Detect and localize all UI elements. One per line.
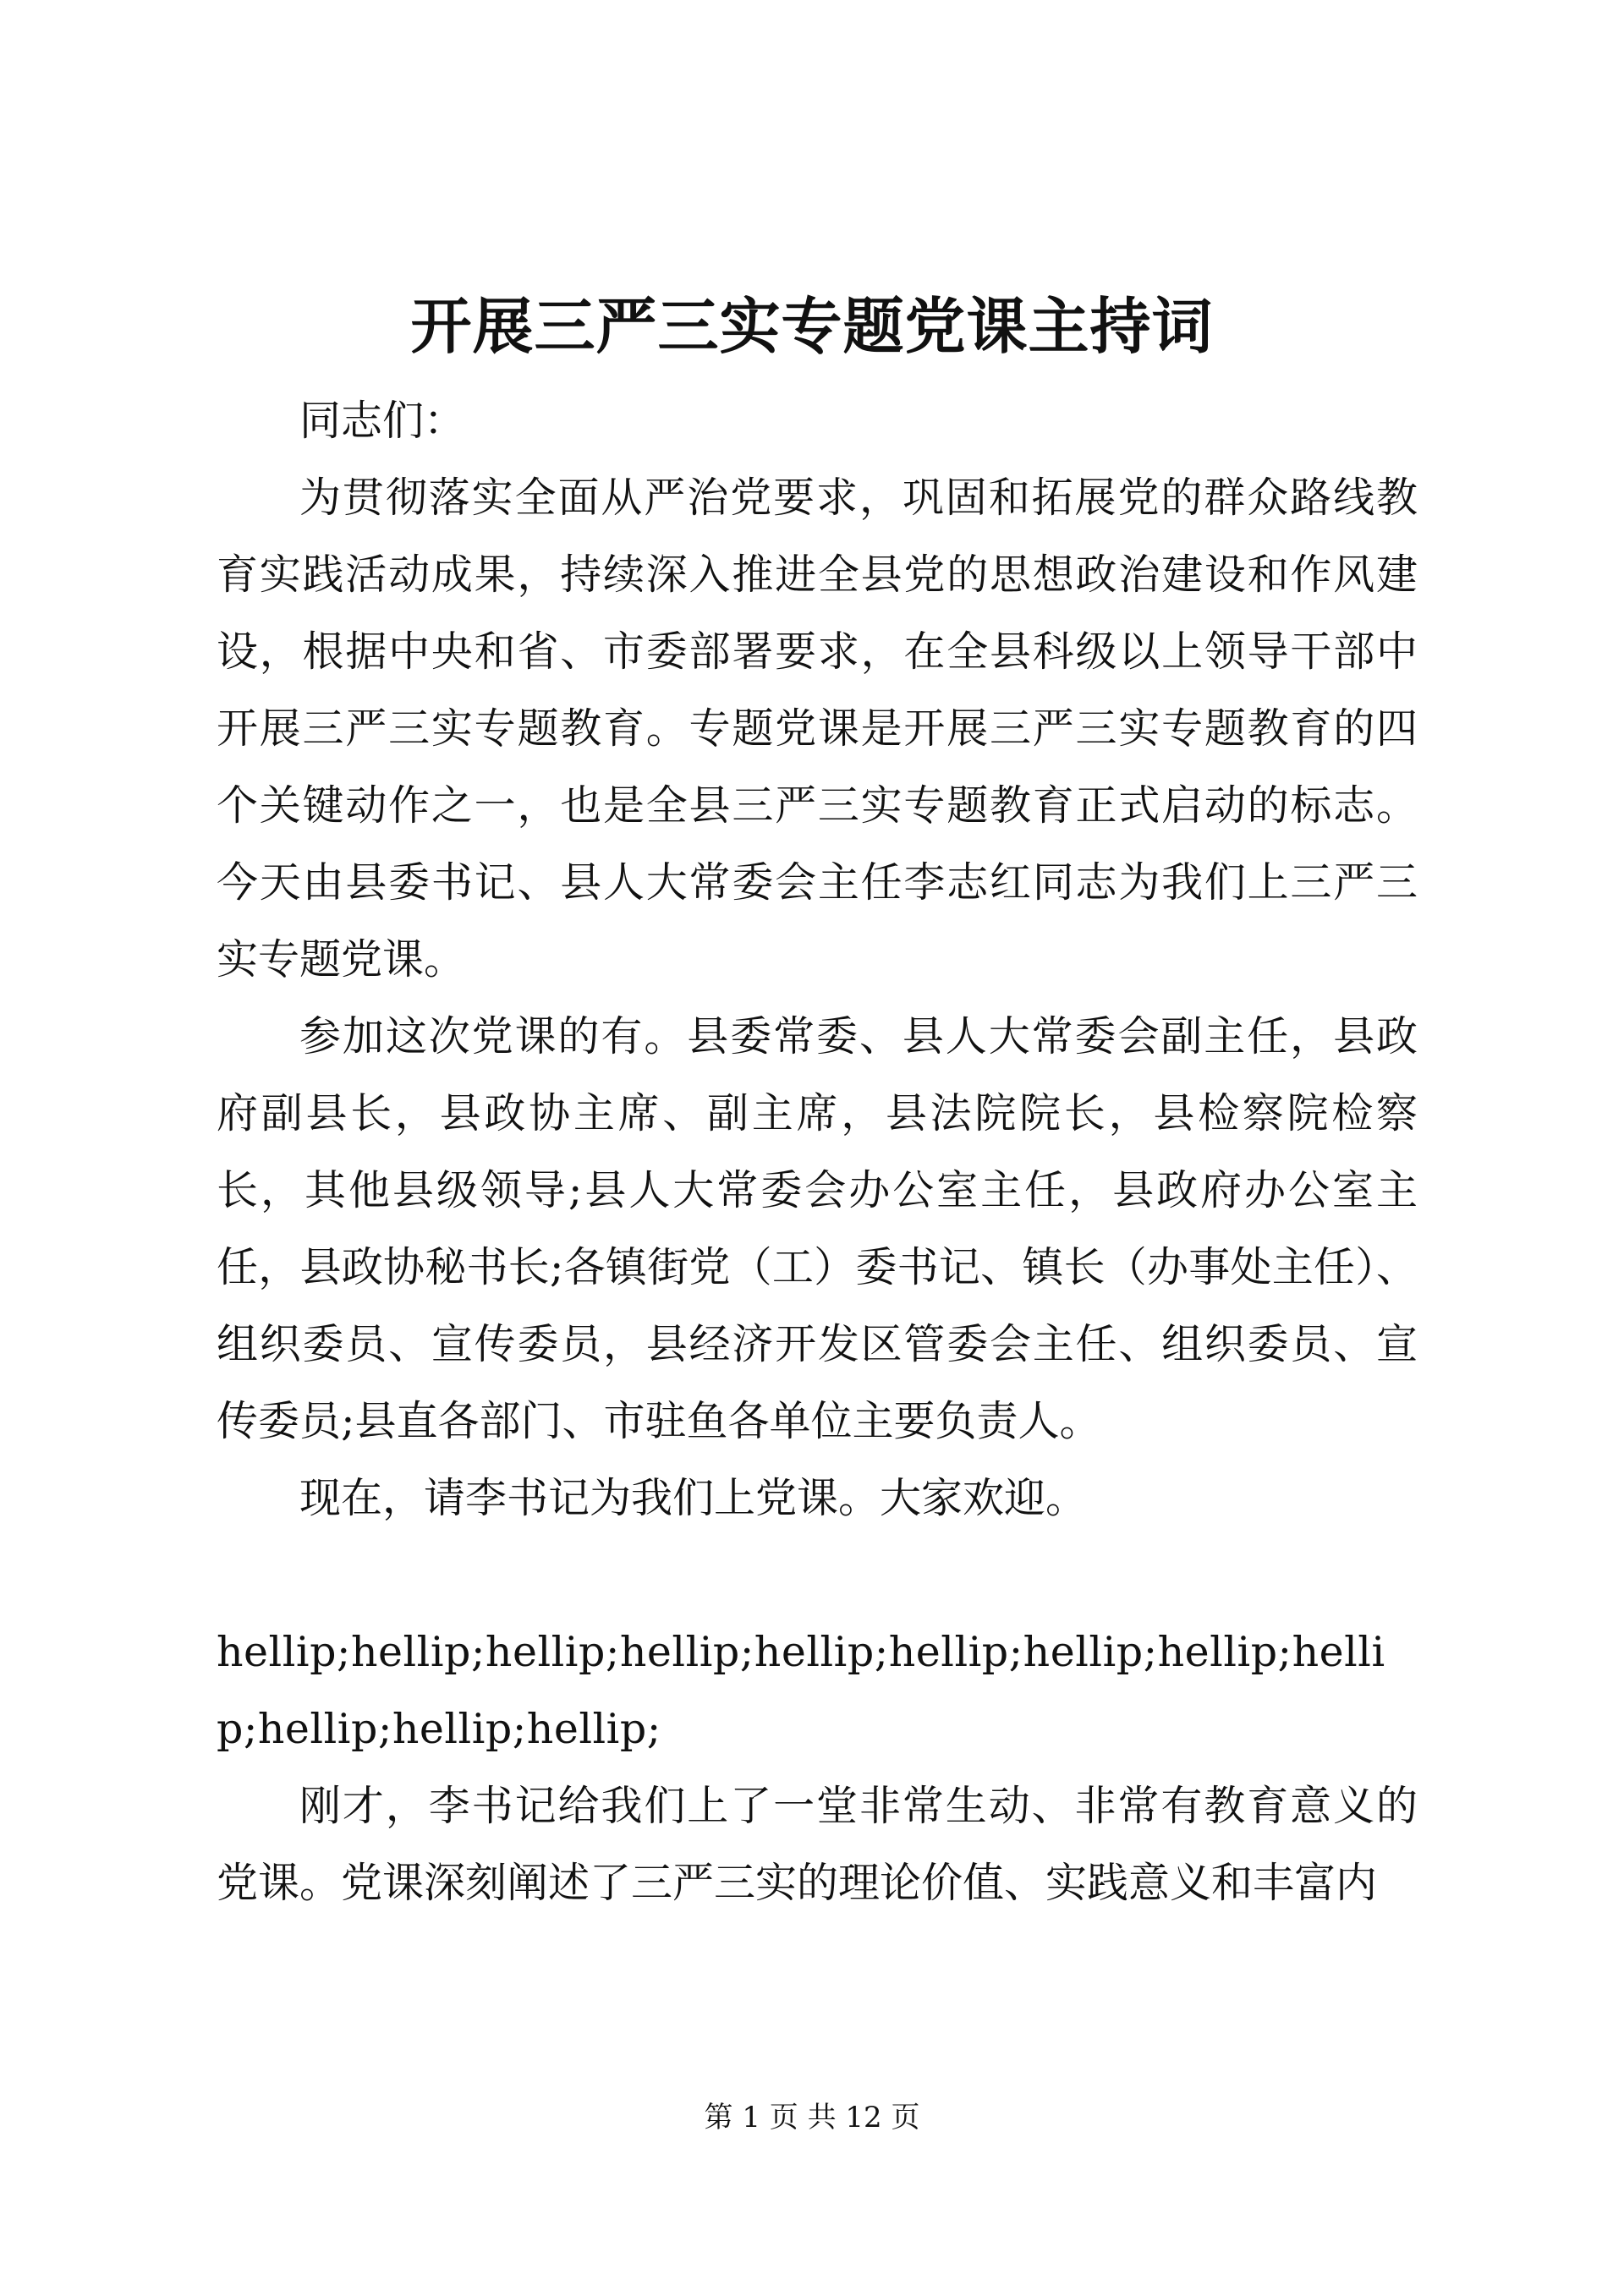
salutation: 同志们： xyxy=(299,397,466,445)
paragraph-attendees: 参加这次党课的有。县委常委、县人大常委会副主任，县政府副县长，县政协主席、副主席，县法院院长，县检察院检察长，其他县级领导;县人大常委会办公室主任，县政府办公室主任，县政协秘书长;各镇街党（工）委书记、镇长（办事处主任）、组织委员、宣传委员，县经济开发区管委会主任、组织委员、宣传委员;县直各部门、市驻鱼各单位主要负责人。 xyxy=(217,1012,1418,1445)
document-title: 开展三严三实专题党课主持词 xyxy=(410,290,1214,362)
blank-line xyxy=(217,1537,1418,1614)
paragraph-invitation: 现在，请李书记为我们上党课。大家欢迎。 xyxy=(299,1474,1088,1522)
paragraph-closing: 刚才，李书记给我们上了一堂非常生动、非常有教育意义的党课。党课深刻阐述了三严三实的理论价值、实践意义和丰富内 xyxy=(217,1782,1418,1907)
paragraph-intro: 为贯彻落实全面从严治党要求，巩固和拓展党的群众路线教育实践活动成果，持续深入推进全县党的思想政治建设和作风建设，根据中央和省、市委部署要求，在全县科级以上领导干部中开展三严三实专题教育。专题党课是开展三严三实专题教育的四个关键动作之一，也是全县三严三实专题教育正式启动的标志。今天由县委书记、县人大常委会主任李志红同志为我们上三严三实专题党课。 xyxy=(217,474,1418,984)
ellipsis-line: hellip;hellip;hellip;hellip;hellip;hellip;hellip;hellip;hellip;hellip;hellip;hellip; xyxy=(217,1628,1385,1753)
page-number-footer: 第 1 页 共 12 页 xyxy=(704,2101,920,2134)
document-body xyxy=(217,382,1418,1921)
